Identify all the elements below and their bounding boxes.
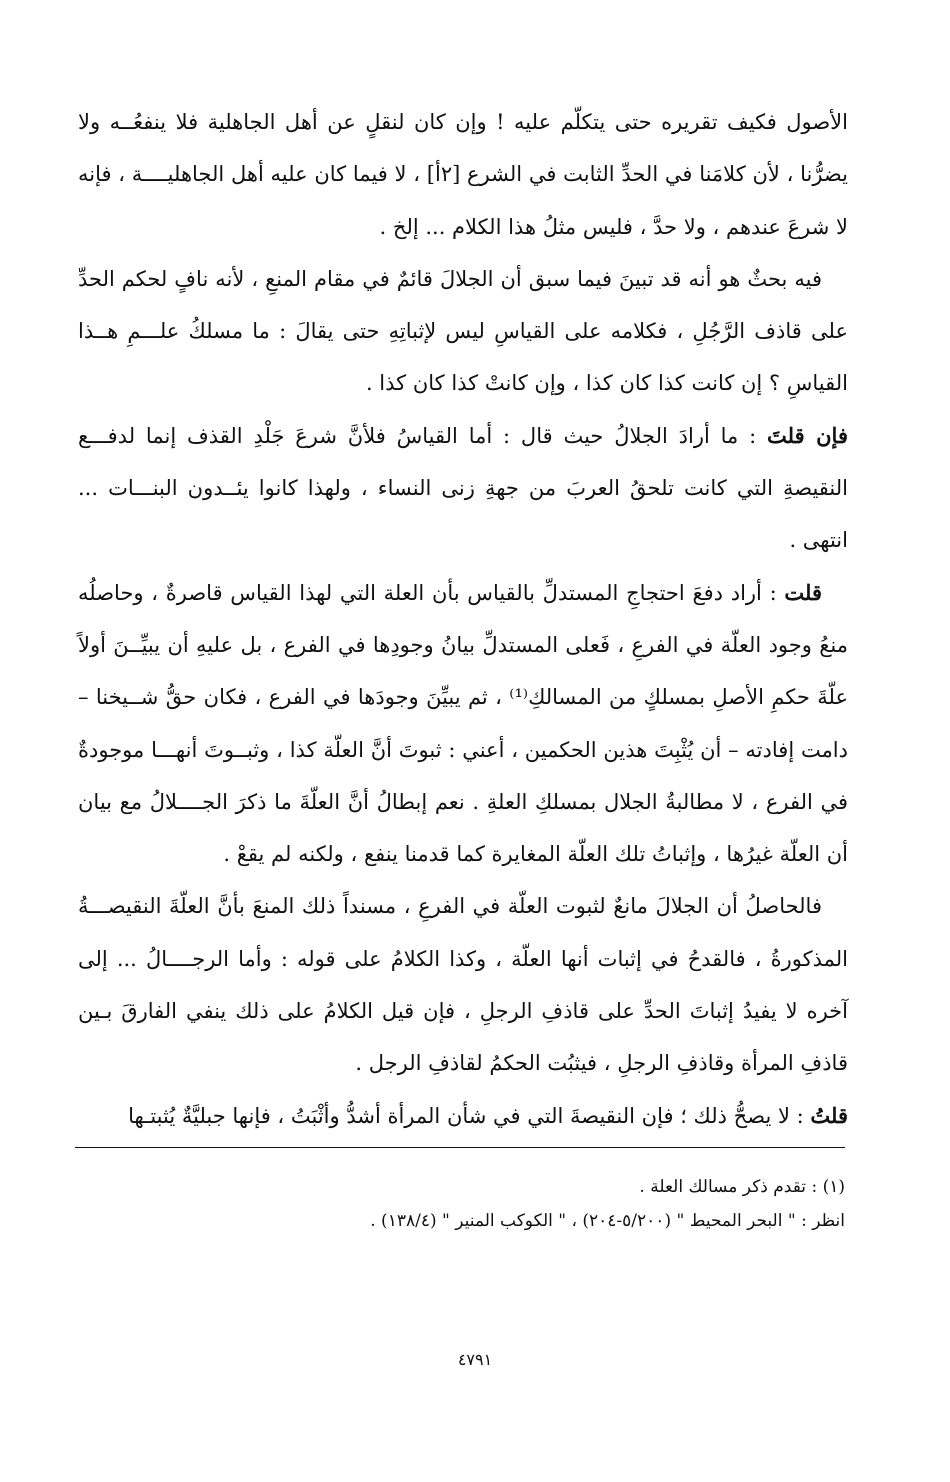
paragraph-6 xyxy=(78,1090,848,1142)
paragraph-1-text: الأصول فكيف تقريره حتى يتكلّم عليه ! وإن كان لنقلٍ عن أهل الجاهلية فلا ينفعُــه ولا يضرُّنا ، لأن كلامَنا في الحدِّ الثابت في الشرع [٢أ] ، لا فيما كان عليه أهل الجاهليــــة ، فإنه لا شرعَ عندهم ، ولا حدَّ ، فليس مثلُ هذا الكلام ... إلخ . xyxy=(78,110,848,239)
footnote-separator xyxy=(75,1147,845,1148)
paragraph-2-text: فيه بحثٌ هو أنه قد تبينَ فيما سبق أن الجلالَ قائمٌ في مقام المنعِ ، لأنه نافٍ لحكم الحدِّ على قاذف الرَّجُلِ ، فكلامه على القياسِ ليس لإثباتِهِ حتى يقالَ : ما مسلكُ علـــمِ هــذا القياسِ ؟ إن كانت كذا كان كذا ، وإن كانتْ كذا كان كذا . xyxy=(78,266,848,396)
main-text xyxy=(78,96,848,1142)
paragraph-3-text: : ما أرادَ الجلالُ حيث قال : أما القياسُ فلأنَّ شرعَ جَلْدِ القذف إنما لدفـــع النقيصةِ التي كانت تلحقُ العربَ من جهةِ زنى النساء ، ولهذا كانوا يئــدون البنـــات ... انتهى . xyxy=(78,423,848,553)
paragraph-5 xyxy=(78,880,848,1089)
paragraph-4-lead: قلت xyxy=(784,579,822,605)
footnote-line-2: انظر : " البحر المحيط " (٥/٢٠٠-٢٠٤) ، " الكوكب المنير " (١٣٨/٤) . xyxy=(370,1211,845,1231)
paragraph-1 xyxy=(78,96,848,253)
footnote-line-1: (١) : تقدم ذكر مسالك العلة . xyxy=(639,1177,845,1197)
paragraph-5-text: فالحاصلُ أن الجلالَ مانعٌ لثبوت العلّة في الفرعِ ، مسنداً ذلك المنعَ بأنَّ العلّةَ النقيصـــةُ المذكورةُ ، فالقدحُ في إثبات أنها العلّة ، وكذا الكلامُ على قوله : وأما الرجــــالُ ... إلى آخره لا يفيدُ إثباتَ الحدِّ على قاذفِ الرجلِ ، فإن قيل الكلامُ على ذلك ينفي الفارقَ بـين قاذفِ المرأة وقاذفِ الرجلِ ، فيثبُت الحكمُ لقاذفِ الرجل . xyxy=(78,894,848,1076)
paragraph-4-text: : أراد دفعَ احتجاجِ المستدلِّ بالقياس بأن العلة التي لهذا القياس قاصرةٌ ، وحاصلُه منعُ وجود العلّة في الفرعِ ، فَعلى المستدلِّ بيانُ وجودِها في الفرع ، بل عليهِ أن يبيِّــنَ أولاً علّةَ حكمِ الأصلِ بمسلكٍ من المسالكِ⁽¹⁾ ، ثم يبيِّنَ وجودَها في الفرع ، فكان حقُّ شــيخنا – دامت إفادته – أن يُثْبِتَ هذين الحكمين ، أعني : ثبوتَ أنَّ العلّة كذا ، وثبــوتَ أنهـــا موجودةٌ في الفرع ، لا مطالبةُ الجلال بمسلكِ العلةِ . نعم إبطالُ أنَّ العلّةَ ما ذكرَ الجــــلالُ مع بيان أن العلّة غيرُها ، وإثباتُ تلك العلّة المغايرة كما قدمنا ينفع ، ولكنه لم يقعْ . xyxy=(78,580,848,867)
footnotes xyxy=(78,1170,845,1238)
paragraph-3-lead: فإن قلتَ xyxy=(767,422,848,448)
paragraph-6-lead: قلتُ xyxy=(810,1102,848,1128)
paragraph-2 xyxy=(78,253,848,410)
page-number: ٤٧٩١ xyxy=(457,1350,493,1369)
paragraph-4 xyxy=(78,567,848,881)
paragraph-6-text: : لا يصحُّ ذلك ؛ فإن النقيصةَ التي في شأن المرأة أشدُّ وأثْبَتُ ، فإنها جبليَّةٌ يُثبتـها xyxy=(128,1103,811,1128)
paragraph-3 xyxy=(78,410,848,567)
